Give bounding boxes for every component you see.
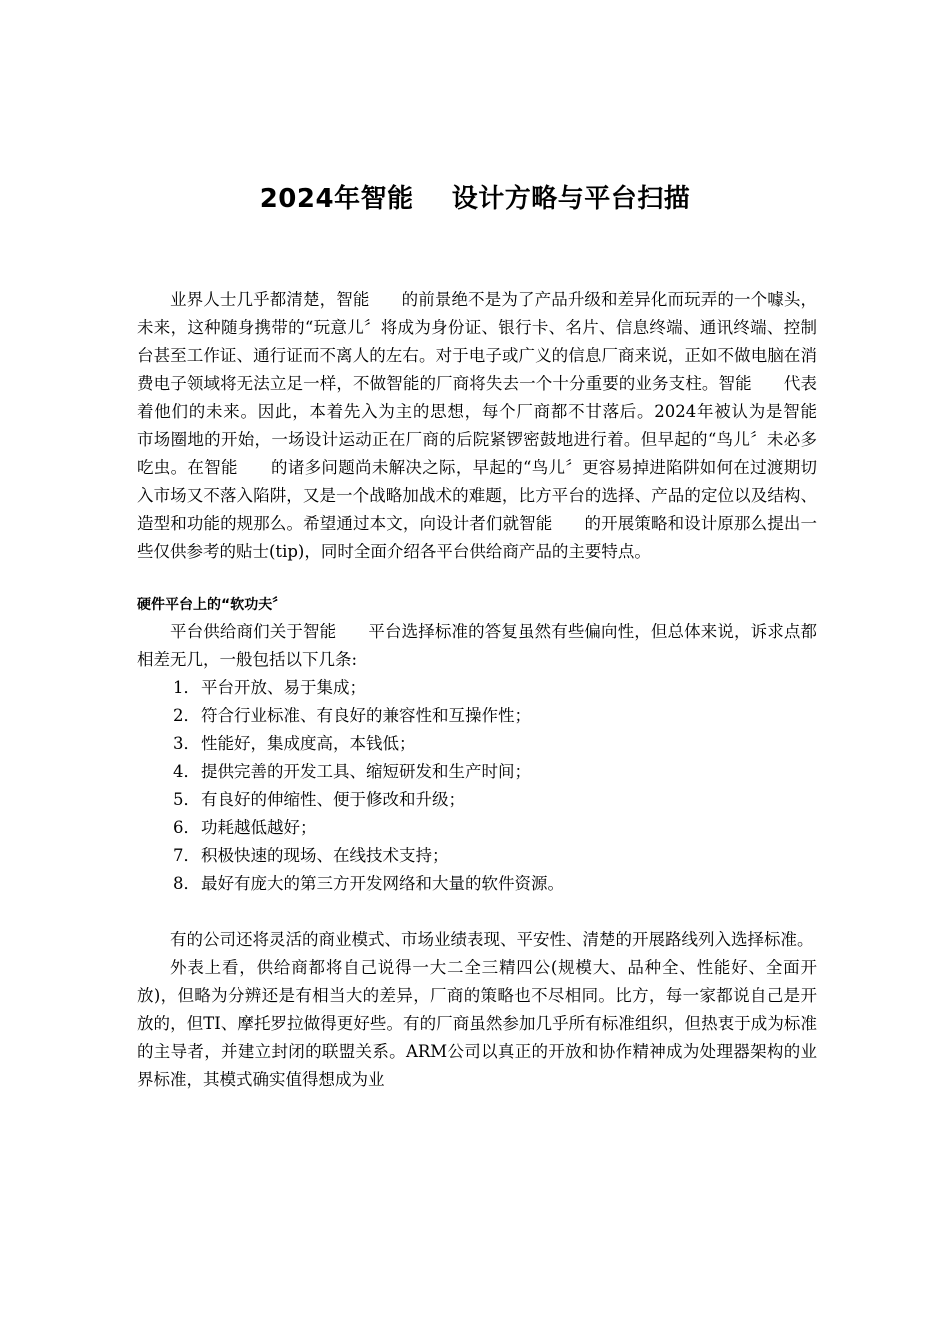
list-item-text: 符合行业标准、有良好的兼容性和互操作性； <box>201 706 531 725</box>
list-item <box>173 730 817 758</box>
paragraph-spacer <box>137 898 817 926</box>
document-title: 2024年智能 设计方略与平台扫描 <box>259 184 691 214</box>
list-item <box>173 870 817 898</box>
criteria-list <box>137 674 817 898</box>
list-item <box>173 786 817 814</box>
list-item-number: 7． <box>173 846 200 865</box>
section-intro-paragraph: 平台供给商们关于智能 平台选择标准的答复虽然有些偏向性，但总体来说，诉求点都相差无几，一般包括以下几条: <box>137 622 817 669</box>
list-item-text: 最好有庞大的第三方开发网络和大量的软件资源。 <box>201 874 564 893</box>
list-item <box>173 842 817 870</box>
list-item-text: 提供完善的开发工具、缩短研发和生产时间； <box>201 762 531 781</box>
list-item-number: 6． <box>173 818 200 837</box>
list-item-text: 性能好，集成度高，本钱低； <box>201 734 416 753</box>
vendor-comparison-paragraph: 外表上看，供给商都将自己说得一大二全三精四公(规模大、品种全、性能好、全面开放)，但略为分辨还是有相当大的差异，厂商的策略也不尽相同。比方，每一家都说自己是开放的，但TI、摩托罗拉做得更好些。有的厂商虽然参加几乎所有标准组织，但热衷于成为标准的主导者，并建立封闭的联盟关系。ARM公司以真正的开放和协作精神成为处理器架构的业界标准，其模式确实值得想成为业 <box>137 958 817 1089</box>
list-item <box>173 814 817 842</box>
selection-criteria-paragraph: 有的公司还将灵活的商业模式、市场业绩表现、平安性、清楚的开展路线列入选择标准。 <box>170 930 814 949</box>
document-body <box>137 286 849 1094</box>
list-item-number: 2． <box>173 706 200 725</box>
list-item-text: 功耗越低越好； <box>201 818 317 837</box>
list-item <box>173 702 817 730</box>
list-item-text: 平台开放、易于集成； <box>201 678 366 697</box>
list-item-text: 积极快速的现场、在线技术支持； <box>201 846 449 865</box>
list-item-number: 1． <box>173 678 200 697</box>
section-heading: 硬件平台上的“软功夫〞 <box>137 597 287 613</box>
list-item-number: 3． <box>173 734 200 753</box>
list-item-text: 有良好的伸缩性、便于修改和升级； <box>201 790 465 809</box>
list-item <box>173 674 817 702</box>
list-item-number: 4． <box>173 762 200 781</box>
list-item <box>173 758 817 786</box>
list-item-number: 5． <box>173 790 200 809</box>
list-item-number: 8． <box>173 874 200 893</box>
intro-paragraph: 业界人士几乎都清楚，智能 的前景绝不是为了产品升级和差异化而玩弄的一个噱头，未来，这种随身携带的“玩意儿〞将成为身份证、银行卡、名片、信息终端、通讯终端、控制台甚至工作证、通行证而不离人的左右。对于电子或广义的信息厂商来说，正如不做电脑在消费电子领域将无法立足一样，不做智能的厂商将失去一个十分重要的业务支柱。智能 代表着他们的未来。因此，本着先入为主的思想，每个厂商都不甘落后。2024年被认为是智能 市场圈地的开始，一场设计运动正在厂商的后院紧锣密鼓地进行着。但早起的“鸟儿〞未必多吃虫。在智能 的诸多问题尚未解决之际，早起的“鸟儿〞更容易掉进陷阱如何在过渡期切入市场又不落入陷阱，又是一个战略加战术的难题，比方平台的选择、产品的定位以及结构、造型和功能的规那么。希望通过本文，向设计者们就智能 的开展策略和设计原那么提出一些仅供参考的贴士(tip)，同时全面介绍各平台供给商产品的主要特点。 <box>137 290 849 561</box>
